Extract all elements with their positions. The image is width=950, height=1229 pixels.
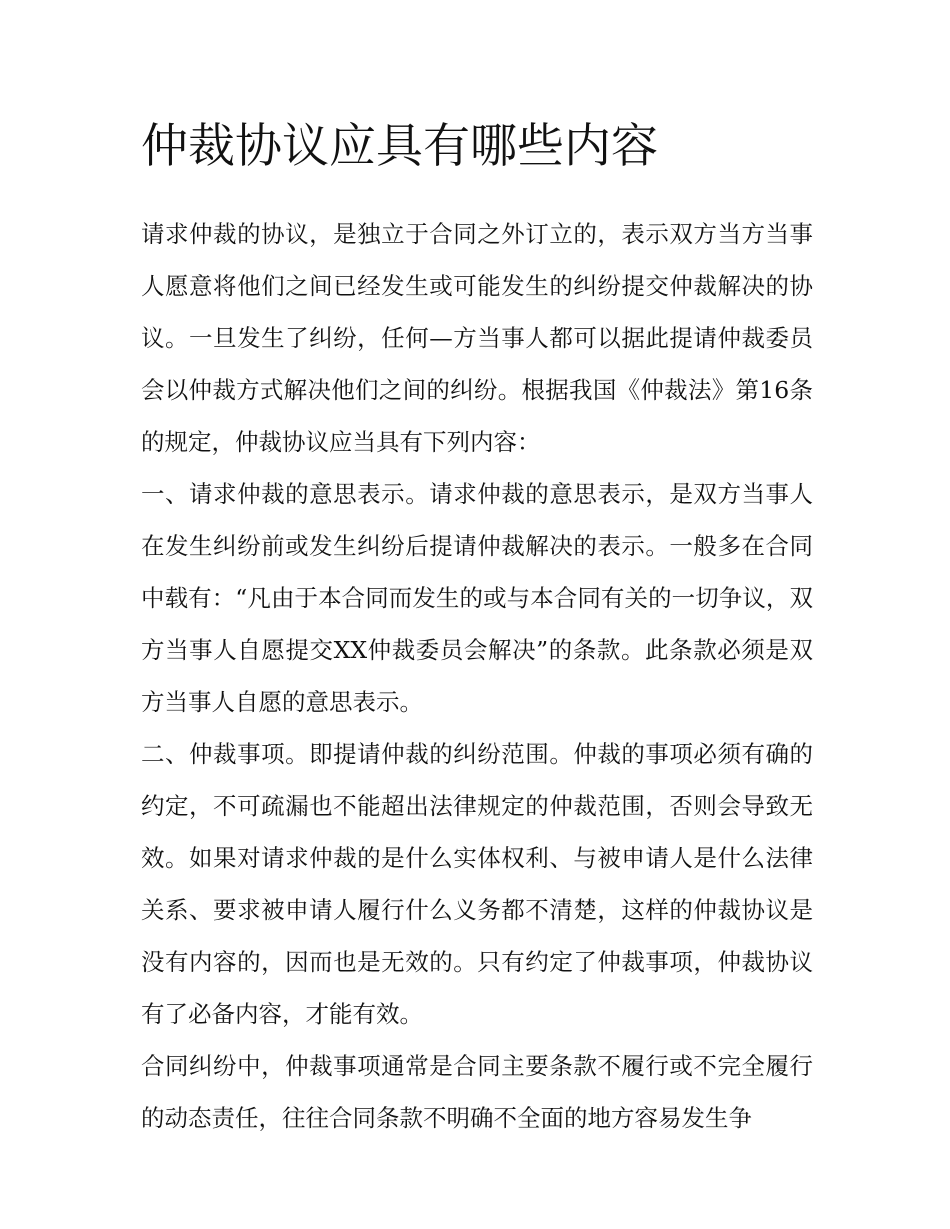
- paragraph-list: [141, 208, 813, 1144]
- paragraph-intro: 请求仲裁的协议，是独立于合同之外订立的，表示双方当方当事人愿意将他们之间已经发生或可能发生的纠纷提交仲裁解决的协议。一旦发生了纠纷，任何—方当事人都可以据此提请仲裁委员会以仲裁方式解决他们之间的纠纷。根据我国《仲裁法》第16条的规定，仲裁协议应当具有下列内容：: [141, 220, 813, 456]
- paragraph-item-1: 一、请求仲裁的意思表示。请求仲裁的意思表示，是双方当事人在发生纠纷前或发生纠纷后提请仲裁解决的表示。一般多在合同中载有：“凡由于本合同而发生的或与本合同有关的一切争议，双方当事人自愿提交XX仲裁委员会解决”的条款。此条款必须是双方当事人自愿的意思表示。: [141, 480, 813, 716]
- document-body: [141, 117, 813, 1144]
- paragraph-contract-disputes: 合同纠纷中，仲裁事项通常是合同主要条款不履行或不完全履行的动态责任，往往合同条款不明确不全面的地方容易发生争: [141, 1052, 813, 1132]
- document-title: 仲裁协议应具有哪些内容: [141, 119, 658, 174]
- paragraph-item-2: 二、仲裁事项。即提请仲裁的纠纷范围。仲裁的事项必须有确的约定，不可疏漏也不能超出法律规定的仲裁范围，否则会导致无效。如果对请求仲裁的是什么实体权利、与被申请人是什么法律关系、要求被申请人履行什么义务都不清楚，这样的仲裁协议是没有内容的，因而也是无效的。只有约定了仲裁事项，仲裁协议有了必备内容，才能有效。: [141, 740, 813, 1028]
